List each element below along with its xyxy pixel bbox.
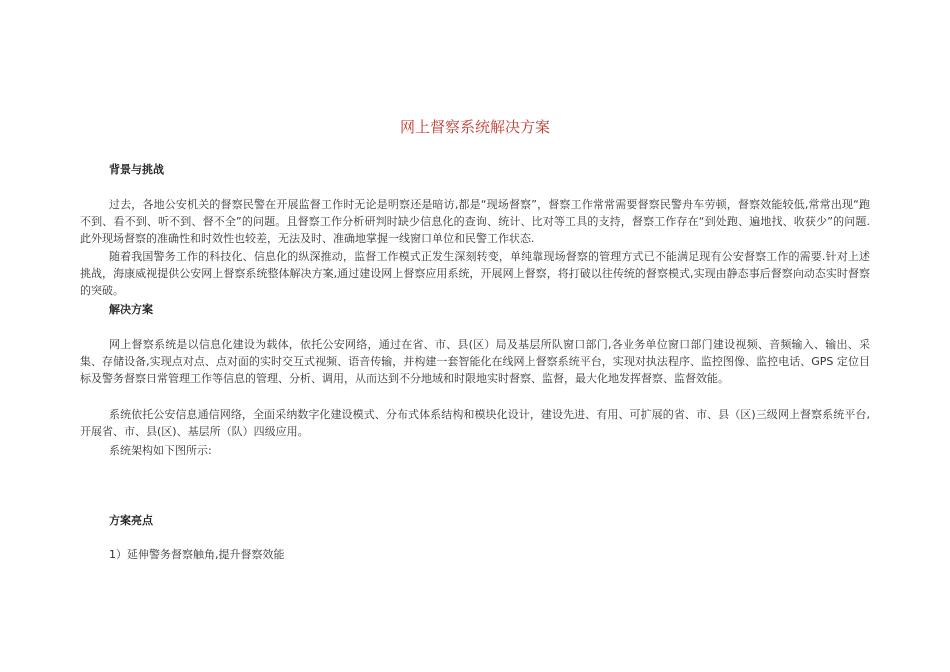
paragraph-background-2: 随着我国警务工作的科技化、信息化的纵深推动，监督工作模式正发生深刻转变，单纯靠现场督察的管理方式已不能满足现有公安督察工作的需要.针对上述挑战，海康威视提供公安网上督察系统整体解决方案,通过建设网上督察应用系统，开展网上督察，将打破以往传统的督察模式,实现由静态事后督察向动态实时督察的突破。 <box>80 250 870 297</box>
paragraph-background-1: 过去，各地公安机关的督察民警在开展监督工作时无论是明察还是暗访,都是“现场督察”，督察工作常常需要督察民警舟车劳顿，督察效能较低,常常出现“跑不到、看不到、听不到、督不全”的问题。且督察工作分析研判时缺少信息化的查询、统计、比对等工具的支持，督察工作存在“到处跑、遍地找、收获少”的问题.此外现场督察的准确性和时效性也较差，无法及时、准确地掌握一线窗口单位和民警工作状态. <box>80 198 870 245</box>
section-heading-background: 背景与挑战 <box>109 163 164 176</box>
document-title: 网上督察系统解决方案 <box>399 118 550 136</box>
paragraph-solution-3: 系统架构如下图所示: <box>109 444 212 457</box>
paragraph-solution-2: 系统依托公安信息通信网络，全面采纳数字化建设模式、分布式体系结构和模块化设计，建设先进、有用、可扩展的省、市、县（区)三级网上督察系统平台,开展省、市、县(区)、基层所（队）四级应用。 <box>80 408 870 438</box>
section-heading-solution: 解决方案 <box>109 303 153 316</box>
paragraph-solution-1: 网上督察系统是以信息化建设为载体，依托公安网络，通过在省、市、县(区）局及基层所队窗口部门,各业务单位窗口部门建设视频、音频输入、输出、采集、存储设备,实现点对点、点对面的实时交互式视频、语音传输，并构建一套智能化在线网上督察系统平台，实现对执法程序、监控图像、监控电话、GPS 定位目标及警务督察日常管理工作等信息的管理、分析、调用，从而达到不分地域和时限地实时督察、监督，最大化地发挥督察、监督效能。 <box>80 338 870 385</box>
highlight-item-1: 1）延伸警务督察触角,提升督察效能 <box>109 548 285 561</box>
section-heading-highlights: 方案亮点 <box>109 514 153 527</box>
